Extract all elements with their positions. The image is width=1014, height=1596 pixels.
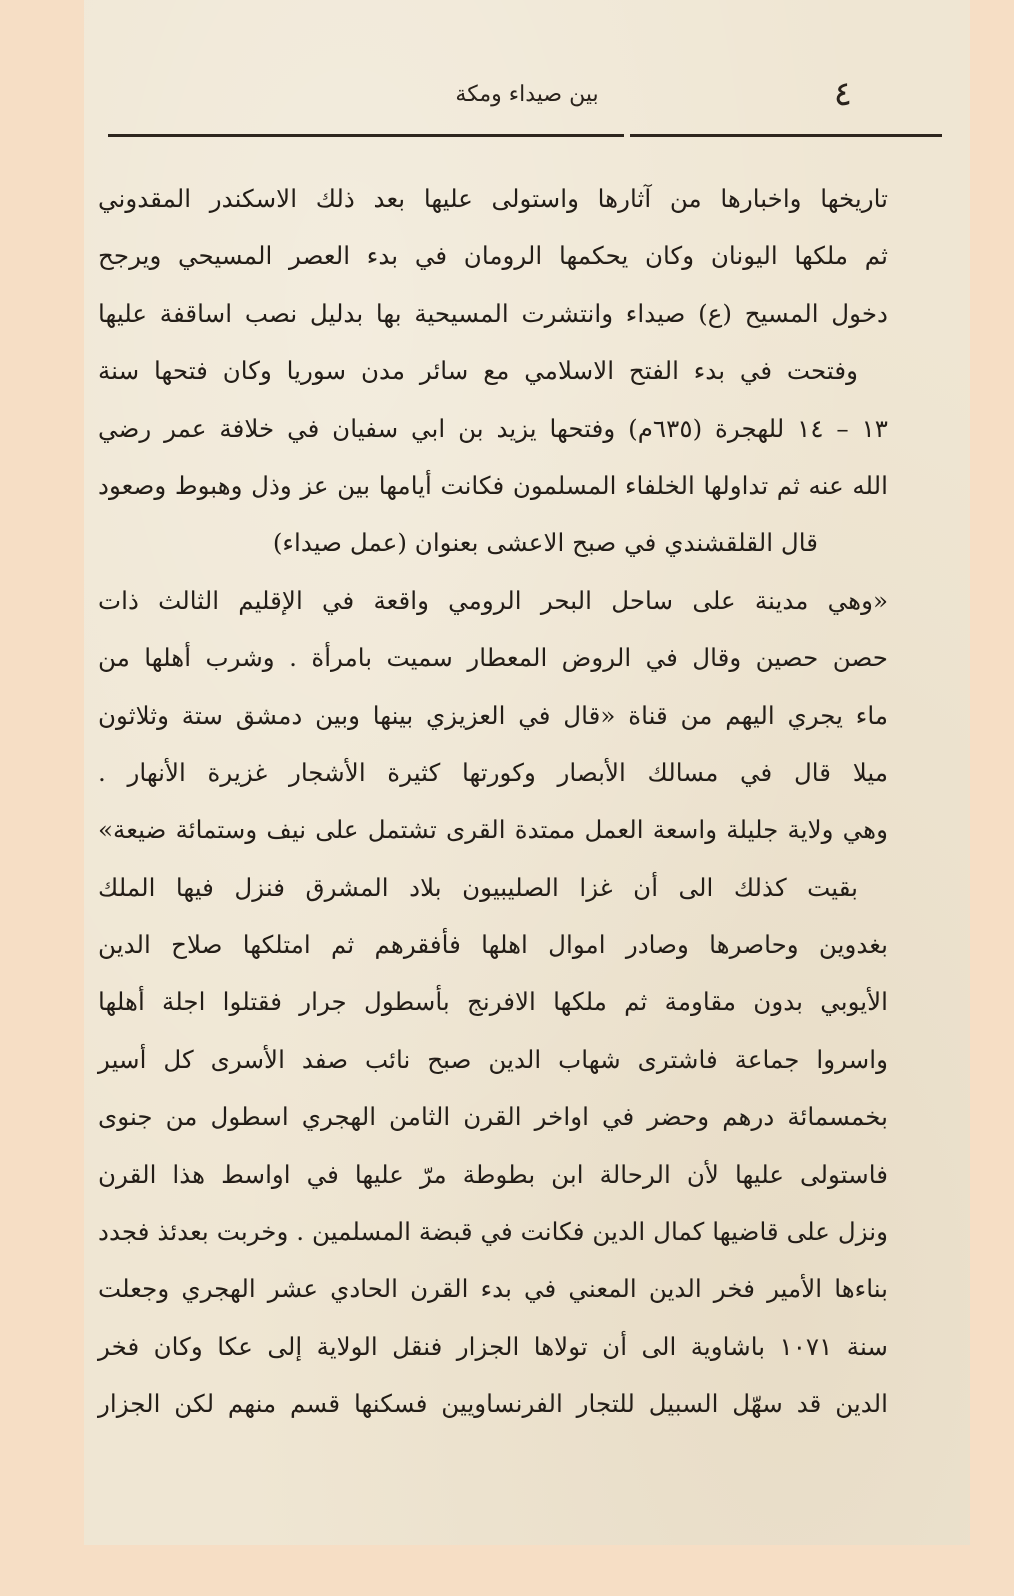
text-line: ثم ملكها اليونان وكان يحكمها الرومان في بدء العصر المسيحي ويرجح [98, 241, 888, 271]
text-line: بناءها الأمير فخر الدين المعني في بدء القرن الحادي عشر الهجري وجعلت [98, 1274, 888, 1304]
text-line: الله عنه ثم تداولها الخلفاء المسلمون فكانت أيامها بين عز وذل وهبوط وصعود [98, 470, 888, 500]
text-line: ميلا قال في مسالك الأبصار وكورتها كثيرة الأشجار غزيرة الأنهار . [98, 757, 888, 787]
text-line: وفتحت في بدء الفتح الاسلامي مع سائر مدن سوريا وكان فتحها سنة [98, 356, 858, 386]
header-rule-right [630, 134, 942, 137]
text-line: حصن حصين وقال في الروض المعطار سميت بامرأة . وشرب أهلها من [98, 643, 888, 673]
text-line: قال القلقشندي في صبح الاعشى بعنوان (عمل صيداء) [272, 528, 818, 558]
text-line: بغدوين وحاصرها وصادر اموال اهلها فأفقرهم ثم امتلكها صلاح الدين [98, 930, 888, 960]
text-line: دخول المسيح (ع) صيداء وانتشرت المسيحية بها بدليل نصب اساقفة عليها [98, 298, 888, 328]
header-rule-left [108, 134, 624, 137]
text-line: تاريخها واخبارها من آثارها واستولى عليها بعد ذلك الاسكندر المقدوني [98, 184, 888, 213]
text-line: بقيت كذلك الى أن غزا الصليبيون بلاد المشرق فنزل فيها الملك [98, 872, 858, 902]
text-line: سنة ١٠٧١ باشاوية الى أن تولاها الجزار فنقل الولاية إلى عكا وكان فخر [98, 1331, 888, 1361]
text-line: فاستولى عليها لأن الرحالة ابن بطوطة مرّ عليها في اواسط هذا القرن [98, 1159, 888, 1189]
text-line: بخمسمائة درهم وحضر في اواخر القرن الثامن الهجري اسطول من جنوى [98, 1102, 888, 1132]
text-line: الأيوبي بدون مقاومة ثم ملكها الافرنج بأسطول جرار فقتلوا اجلة أهلها [98, 987, 888, 1017]
text-line: الدين قد سهّل السبيل للتجار الفرنساويين فسكنها قسم منهم لكن الجزار [98, 1389, 888, 1419]
text-line: ماء يجري اليهم من قناة «قال في العزيزي بينها وبين دمشق ستة وثلاثون [98, 700, 888, 730]
text-line: وهي ولاية جليلة واسعة العمل ممتدة القرى تشتمل على نيف وستمائة ضيعة» [98, 815, 888, 845]
text-line: واسروا جماعة فاشترى شهاب الدين صبح نائب صفد الأسرى كل أسير [98, 1044, 888, 1074]
running-title: بين صيداء ومكة [455, 82, 599, 107]
body-text [98, 170, 888, 1433]
page-number: ٤ [833, 74, 852, 114]
text-line: ١٣ – ١٤ للهجرة (٦٣٥م) وفتحها يزيد بن ابي سفيان في خلافة عمر رضي [98, 413, 888, 443]
page-header [84, 74, 970, 118]
text-line: «وهي مدينة على ساحل البحر الرومي واقعة في الإقليم الثالث ذات [98, 585, 888, 615]
text-line: ونزل على قاضيها كمال الدين فكانت في قبضة المسلمين . وخربت بعدئذ فجدد [98, 1217, 888, 1247]
book-page [84, 0, 970, 1545]
